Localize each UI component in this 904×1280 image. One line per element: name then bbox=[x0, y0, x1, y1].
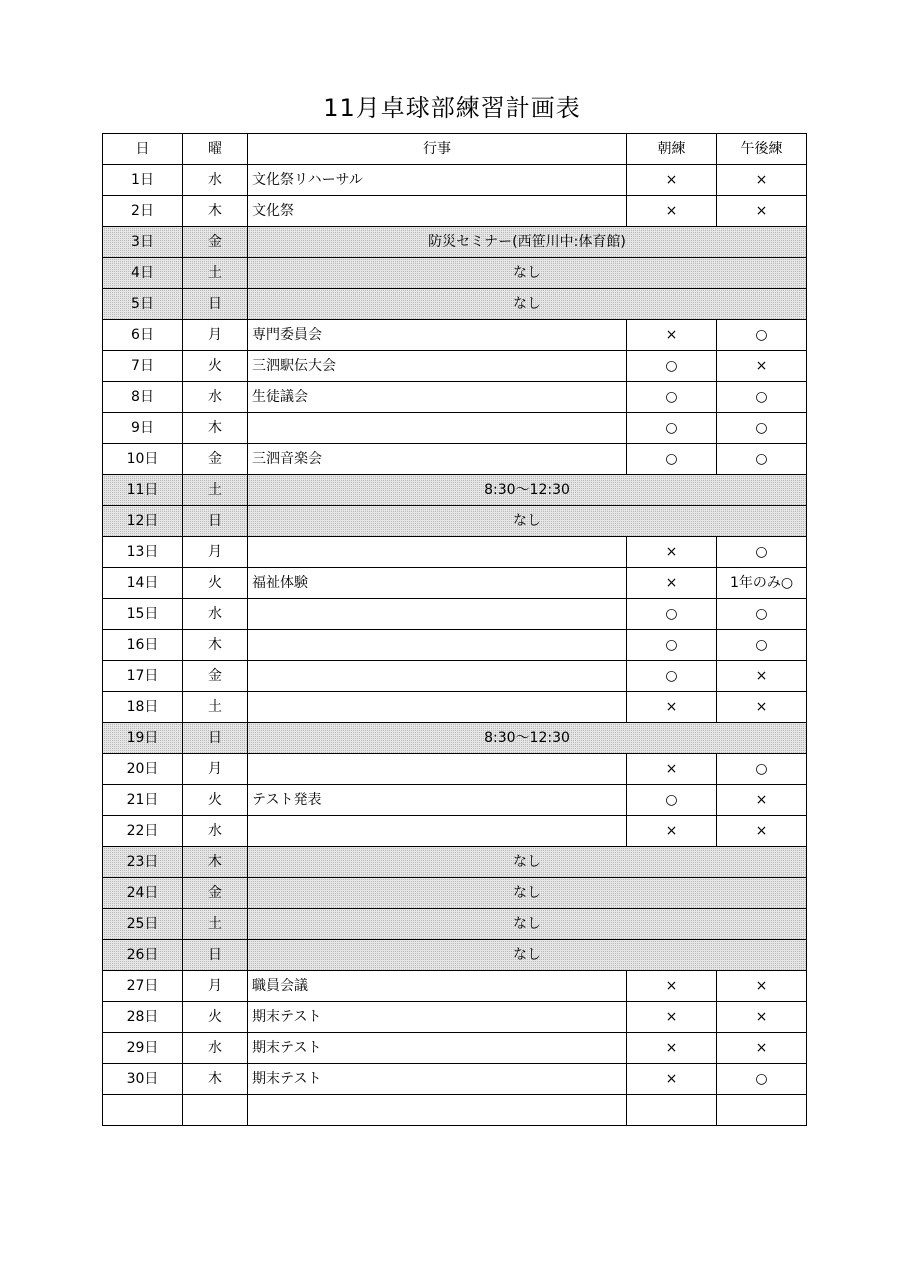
table-row bbox=[103, 785, 807, 816]
header-weekday: 曜 bbox=[183, 134, 248, 165]
day-cell: 24日 bbox=[103, 878, 183, 909]
morning-cell: ○ bbox=[627, 630, 717, 661]
afternoon-cell: ○ bbox=[717, 537, 807, 568]
weekday-cell: 月 bbox=[183, 754, 248, 785]
page-title: 11月卓球部練習計画表 bbox=[323, 94, 581, 122]
weekday-cell: 水 bbox=[183, 599, 248, 630]
day-cell: 6日 bbox=[103, 320, 183, 351]
weekday-cell: 金 bbox=[183, 444, 248, 475]
event-cell: 期末テスト bbox=[248, 1002, 627, 1033]
header-row bbox=[103, 134, 807, 165]
event-cell: 職員会議 bbox=[248, 971, 627, 1002]
table-row bbox=[103, 847, 807, 878]
morning-cell: × bbox=[627, 537, 717, 568]
weekday-cell: 水 bbox=[183, 382, 248, 413]
day-cell: 1日 bbox=[103, 165, 183, 196]
weekday-cell: 火 bbox=[183, 351, 248, 382]
afternoon-cell: × bbox=[717, 196, 807, 227]
afternoon-cell: × bbox=[717, 816, 807, 847]
table-row bbox=[103, 816, 807, 847]
table-row bbox=[103, 475, 807, 506]
event-cell: なし bbox=[248, 258, 807, 289]
day-cell: 8日 bbox=[103, 382, 183, 413]
table-row bbox=[103, 971, 807, 1002]
weekday-cell: 木 bbox=[183, 847, 248, 878]
weekday-cell: 火 bbox=[183, 1002, 248, 1033]
day-cell: 13日 bbox=[103, 537, 183, 568]
day-cell: 23日 bbox=[103, 847, 183, 878]
day-cell: 21日 bbox=[103, 785, 183, 816]
event-cell bbox=[248, 1095, 627, 1126]
day-cell: 28日 bbox=[103, 1002, 183, 1033]
weekday-cell: 金 bbox=[183, 878, 248, 909]
day-cell: 29日 bbox=[103, 1033, 183, 1064]
table-row bbox=[103, 382, 807, 413]
event-cell bbox=[248, 661, 627, 692]
schedule-table bbox=[102, 133, 807, 1126]
day-cell: 4日 bbox=[103, 258, 183, 289]
morning-cell: × bbox=[627, 1064, 717, 1095]
event-cell: 期末テスト bbox=[248, 1033, 627, 1064]
event-cell: 三泗駅伝大会 bbox=[248, 351, 627, 382]
day-cell bbox=[103, 1095, 183, 1126]
afternoon-cell: × bbox=[717, 692, 807, 723]
table-row bbox=[103, 661, 807, 692]
morning-cell: ○ bbox=[627, 661, 717, 692]
day-cell: 22日 bbox=[103, 816, 183, 847]
event-cell: 専門委員会 bbox=[248, 320, 627, 351]
event-cell: 文化祭 bbox=[248, 196, 627, 227]
day-cell: 27日 bbox=[103, 971, 183, 1002]
day-cell: 30日 bbox=[103, 1064, 183, 1095]
event-cell: 期末テスト bbox=[248, 1064, 627, 1095]
table-row bbox=[103, 692, 807, 723]
table-row bbox=[103, 351, 807, 382]
day-cell: 2日 bbox=[103, 196, 183, 227]
morning-cell: ○ bbox=[627, 413, 717, 444]
weekday-cell: 金 bbox=[183, 227, 248, 258]
table-row bbox=[103, 909, 807, 940]
morning-cell: ○ bbox=[627, 785, 717, 816]
afternoon-cell bbox=[717, 1095, 807, 1126]
morning-cell: × bbox=[627, 692, 717, 723]
table-row bbox=[103, 258, 807, 289]
day-cell: 15日 bbox=[103, 599, 183, 630]
morning-cell: ○ bbox=[627, 382, 717, 413]
afternoon-cell: × bbox=[717, 1033, 807, 1064]
weekday-cell: 火 bbox=[183, 568, 248, 599]
table-row bbox=[103, 630, 807, 661]
afternoon-cell: × bbox=[717, 971, 807, 1002]
event-cell bbox=[248, 754, 627, 785]
event-cell bbox=[248, 413, 627, 444]
table-row bbox=[103, 320, 807, 351]
afternoon-cell: × bbox=[717, 1002, 807, 1033]
table-row bbox=[103, 754, 807, 785]
afternoon-cell: ○ bbox=[717, 382, 807, 413]
day-cell: 5日 bbox=[103, 289, 183, 320]
weekday-cell bbox=[183, 1095, 248, 1126]
weekday-cell: 土 bbox=[183, 258, 248, 289]
day-cell: 12日 bbox=[103, 506, 183, 537]
table-row bbox=[103, 940, 807, 971]
table-row bbox=[103, 878, 807, 909]
header-event: 行事 bbox=[248, 134, 627, 165]
morning-cell: × bbox=[627, 320, 717, 351]
event-cell: 三泗音楽会 bbox=[248, 444, 627, 475]
table-row bbox=[103, 723, 807, 754]
afternoon-cell: × bbox=[717, 351, 807, 382]
table-row bbox=[103, 227, 807, 258]
table-row bbox=[103, 599, 807, 630]
event-cell: テスト発表 bbox=[248, 785, 627, 816]
morning-cell bbox=[627, 1095, 717, 1126]
event-cell: 生徒議会 bbox=[248, 382, 627, 413]
header-morning: 朝練 bbox=[627, 134, 717, 165]
day-cell: 18日 bbox=[103, 692, 183, 723]
afternoon-cell: ○ bbox=[717, 754, 807, 785]
afternoon-cell: ○ bbox=[717, 599, 807, 630]
morning-cell: × bbox=[627, 1033, 717, 1064]
day-cell: 7日 bbox=[103, 351, 183, 382]
afternoon-cell: ○ bbox=[717, 1064, 807, 1095]
event-cell: なし bbox=[248, 878, 807, 909]
table-row bbox=[103, 506, 807, 537]
day-cell: 11日 bbox=[103, 475, 183, 506]
day-cell: 9日 bbox=[103, 413, 183, 444]
afternoon-cell: ○ bbox=[717, 413, 807, 444]
table-row bbox=[103, 289, 807, 320]
table-row bbox=[103, 165, 807, 196]
weekday-cell: 日 bbox=[183, 723, 248, 754]
afternoon-cell: ○ bbox=[717, 444, 807, 475]
weekday-cell: 月 bbox=[183, 320, 248, 351]
weekday-cell: 土 bbox=[183, 692, 248, 723]
table-row bbox=[103, 413, 807, 444]
header-day: 日 bbox=[103, 134, 183, 165]
morning-cell: × bbox=[627, 568, 717, 599]
weekday-cell: 金 bbox=[183, 661, 248, 692]
event-cell: 福祉体験 bbox=[248, 568, 627, 599]
weekday-cell: 月 bbox=[183, 971, 248, 1002]
afternoon-cell: 1年のみ○ bbox=[717, 568, 807, 599]
afternoon-cell: ○ bbox=[717, 630, 807, 661]
table-row bbox=[103, 1064, 807, 1095]
day-cell: 26日 bbox=[103, 940, 183, 971]
afternoon-cell: × bbox=[717, 165, 807, 196]
morning-cell: × bbox=[627, 754, 717, 785]
morning-cell: × bbox=[627, 196, 717, 227]
event-cell: 8:30～12:30 bbox=[248, 475, 807, 506]
table-row bbox=[103, 537, 807, 568]
weekday-cell: 日 bbox=[183, 506, 248, 537]
weekday-cell: 土 bbox=[183, 909, 248, 940]
weekday-cell: 月 bbox=[183, 537, 248, 568]
table-row bbox=[103, 1095, 807, 1126]
morning-cell: × bbox=[627, 816, 717, 847]
morning-cell: × bbox=[627, 165, 717, 196]
day-cell: 25日 bbox=[103, 909, 183, 940]
event-cell: 8:30～12:30 bbox=[248, 723, 807, 754]
day-cell: 20日 bbox=[103, 754, 183, 785]
event-cell: なし bbox=[248, 289, 807, 320]
table-row bbox=[103, 1033, 807, 1064]
morning-cell: ○ bbox=[627, 444, 717, 475]
day-cell: 3日 bbox=[103, 227, 183, 258]
afternoon-cell: × bbox=[717, 785, 807, 816]
event-cell: なし bbox=[248, 909, 807, 940]
weekday-cell: 日 bbox=[183, 940, 248, 971]
table-row bbox=[103, 444, 807, 475]
event-cell bbox=[248, 599, 627, 630]
event-cell: なし bbox=[248, 506, 807, 537]
event-cell bbox=[248, 816, 627, 847]
schedule-body bbox=[103, 165, 807, 1126]
morning-cell: ○ bbox=[627, 351, 717, 382]
day-cell: 10日 bbox=[103, 444, 183, 475]
table-row bbox=[103, 1002, 807, 1033]
event-cell: 防災セミナー(西笹川中:体育館) bbox=[248, 227, 807, 258]
event-cell: なし bbox=[248, 847, 807, 878]
weekday-cell: 水 bbox=[183, 165, 248, 196]
weekday-cell: 木 bbox=[183, 1064, 248, 1095]
table-row bbox=[103, 196, 807, 227]
table-row bbox=[103, 568, 807, 599]
day-cell: 16日 bbox=[103, 630, 183, 661]
event-cell bbox=[248, 692, 627, 723]
weekday-cell: 水 bbox=[183, 1033, 248, 1064]
weekday-cell: 土 bbox=[183, 475, 248, 506]
event-cell bbox=[248, 537, 627, 568]
morning-cell: ○ bbox=[627, 599, 717, 630]
weekday-cell: 日 bbox=[183, 289, 248, 320]
event-cell bbox=[248, 630, 627, 661]
day-cell: 14日 bbox=[103, 568, 183, 599]
morning-cell: × bbox=[627, 1002, 717, 1033]
event-cell: なし bbox=[248, 940, 807, 971]
morning-cell: × bbox=[627, 971, 717, 1002]
weekday-cell: 木 bbox=[183, 630, 248, 661]
weekday-cell: 火 bbox=[183, 785, 248, 816]
weekday-cell: 水 bbox=[183, 816, 248, 847]
weekday-cell: 木 bbox=[183, 196, 248, 227]
day-cell: 19日 bbox=[103, 723, 183, 754]
event-cell: 文化祭リハーサル bbox=[248, 165, 627, 196]
header-afternoon: 午後練 bbox=[717, 134, 807, 165]
afternoon-cell: × bbox=[717, 661, 807, 692]
afternoon-cell: ○ bbox=[717, 320, 807, 351]
day-cell: 17日 bbox=[103, 661, 183, 692]
weekday-cell: 木 bbox=[183, 413, 248, 444]
